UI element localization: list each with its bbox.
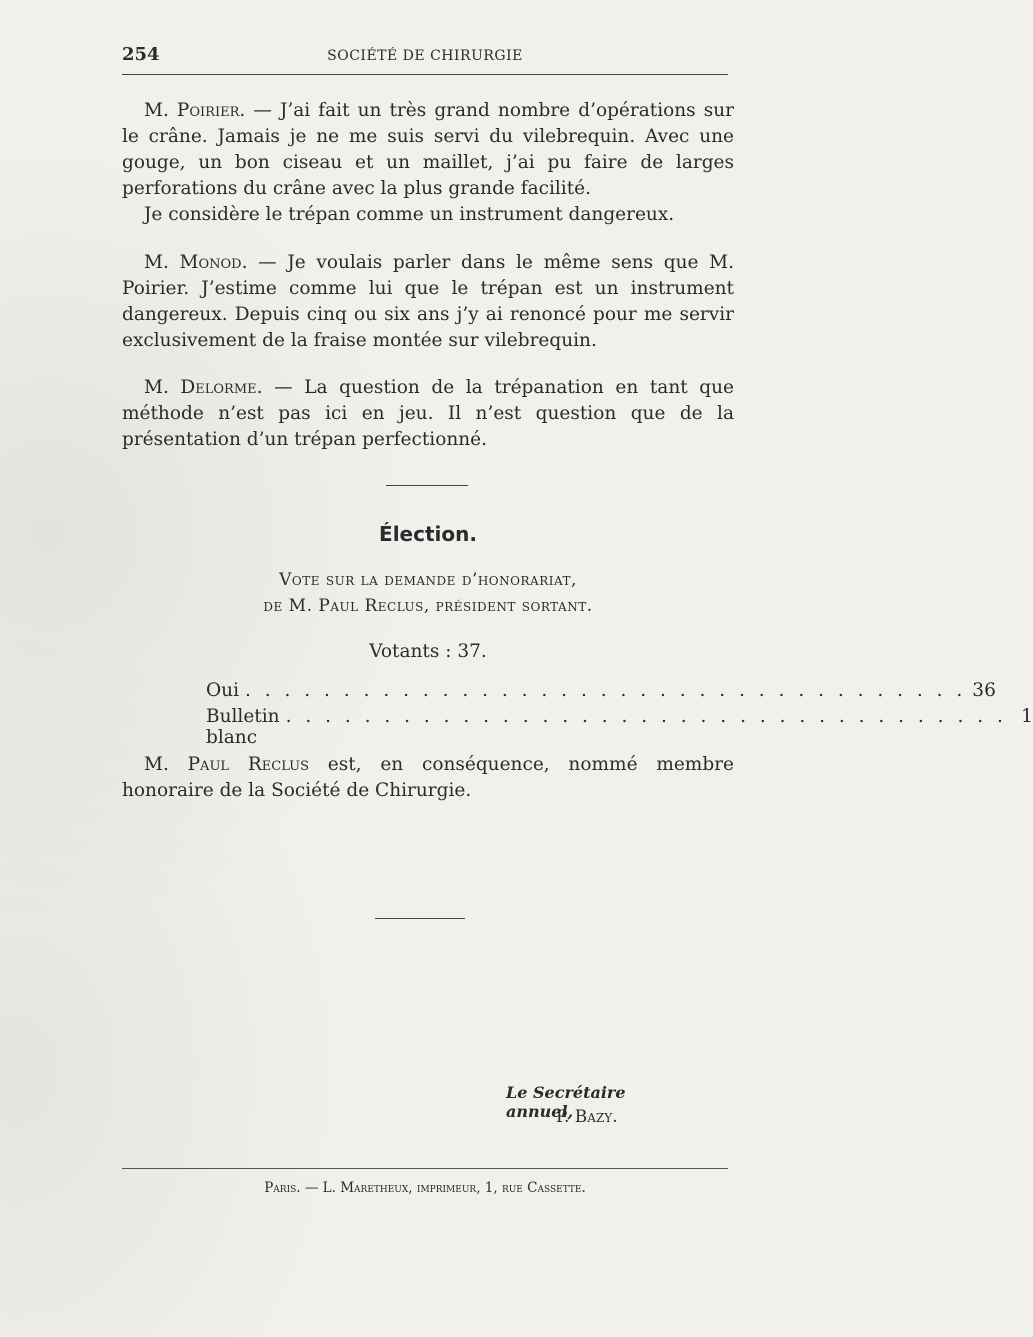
monod-text: — Je voulais parler dans le même sens que M. Poirier. J’estime comme lui que le trépan est un instrument dangereux. Depuis cinq ou six ans j’y ai renoncé pour me servir exclusivement de la fraise montée sur vilebrequin.: [122, 252, 734, 351]
result-label: Oui: [206, 680, 239, 701]
paragraph-poirier: [122, 98, 734, 228]
poirier-text-2: Je considère le trépan comme un instrument dangereux.: [144, 204, 675, 225]
page-header: [122, 40, 728, 75]
signature-name: P. Bazy.: [556, 1107, 618, 1127]
leader-dots: . . . . . . . . . . . . . . . . . . . . . . . . . . . . . . . . . . . . .: [285, 706, 1007, 727]
conclusion-speaker: M. Paul Reclus: [144, 754, 309, 775]
closing-divider: [375, 918, 465, 919]
vote-heading-line-1: Vote sur la demande d’honorariat,: [279, 570, 577, 590]
footer-rule: [122, 1168, 728, 1169]
speaker-monod: M. Monod.: [144, 252, 248, 273]
votants-count: Votants : 37.: [369, 641, 487, 662]
poirier-text: — J’ai fait un très grand nombre d’opérations sur le crâne. Jamais je ne me suis servi du vilebrequin. Avec une gouge, un bon ciseau et un maillet, j’ai pu faire de larges perforations du crâne avec la plus grande facilité.: [122, 100, 734, 199]
speaker-poirier: M. Poirier.: [144, 100, 246, 121]
speaker-delorme: M. Delorme.: [144, 377, 263, 398]
result-row: [206, 706, 1033, 748]
page-number: 254: [122, 44, 160, 65]
running-head: SOCIÉTÉ DE CHIRURGIE: [327, 48, 523, 64]
result-label: Bulletin blanc: [206, 706, 280, 748]
paragraph-delorme: [122, 375, 734, 453]
conclusion-text: est, en conséquence, nommé membre honoraire de la Société de Chirurgie.: [122, 754, 734, 801]
delorme-text: — La question de la trépanation en tant que méthode n’est pas ici en jeu. Il n’est question que de la présentation d’un trépan perfectionné.: [122, 377, 734, 450]
leader-dots: . . . . . . . . . . . . . . . . . . . . . . . . . . . . . . . . . . . . .: [245, 680, 967, 701]
printer-imprint: Paris. — L. Maretheux, imprimeur, 1, rue Cassette.: [264, 1180, 586, 1196]
paragraph-conclusion: [122, 752, 734, 804]
signature-title: Le Secrétaire annuel,: [506, 1083, 626, 1121]
result-count: 36: [972, 680, 996, 701]
paragraph-monod: [122, 250, 734, 354]
section-divider: [386, 485, 468, 486]
result-count: 1: [1021, 706, 1033, 727]
section-title: Élection.: [379, 522, 477, 546]
result-row: [206, 680, 996, 701]
vote-heading-line-2: de M. Paul Reclus, président sortant.: [263, 596, 593, 616]
